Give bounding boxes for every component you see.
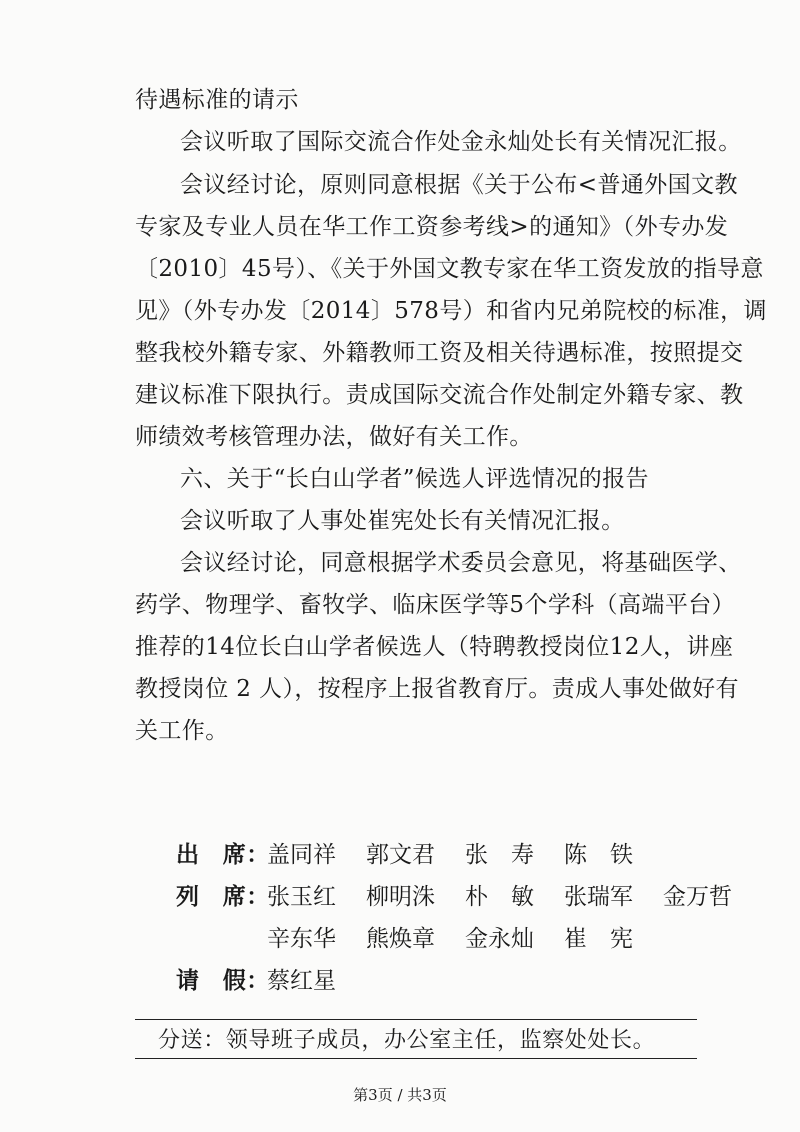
attendee-name: 蔡红星	[267, 968, 336, 994]
attendee-name: 盖同祥	[267, 842, 336, 868]
leave-names	[267, 966, 366, 996]
attending-names-row1	[267, 882, 762, 912]
body-line: 会议经讨论，原则同意根据《关于公布<普通外国文教	[180, 172, 738, 198]
section-heading: 六、关于“长白山学者”候选人评选情况的报告	[180, 466, 649, 492]
distribution-line: 分送：领导班子成员，办公室主任，监察处处长。	[158, 1028, 656, 1053]
body-line: 会议经讨论，同意根据学术委员会意见，将基础医学、	[180, 550, 742, 576]
attendee-name: 郭文君	[366, 842, 435, 868]
body-line: 专家及专业人员在华工作工资参考线>的通知》（外专办发	[135, 214, 729, 240]
attendee-name: 熊焕章	[366, 926, 435, 952]
attendee-name: 柳明洙	[366, 884, 435, 910]
body-line: 会议听取了人事处崔宪处长有关情况汇报。	[180, 508, 625, 534]
body-line: 整我校外籍专家、外籍教师工资及相关待遇标准，按照提交	[135, 340, 744, 366]
body-line: 药学、物理学、畜牧学、临床医学等5个学科（高端平台）	[135, 592, 736, 618]
attendee-name: 金永灿	[465, 926, 534, 952]
body-line: 〔2010〕45号）、《关于外国文教专家在华工资发放的指导意	[135, 256, 764, 282]
attendee-name: 陈 铁	[564, 842, 633, 868]
attending-label: 列 席：	[176, 883, 270, 910]
body-line: 待遇标准的请示	[135, 87, 299, 113]
body-line: 师绩效考核管理办法，做好有关工作。	[135, 424, 533, 450]
attendee-name: 崔 宪	[564, 926, 633, 952]
body-line: 关工作。	[135, 718, 229, 744]
body-line: 教授岗位 2 人），按程序上报省教育厅。责成人事处做好有	[135, 676, 739, 702]
attendee-name: 朴 敏	[465, 884, 534, 910]
attendee-name: 张玉红	[267, 884, 336, 910]
body-line: 会议听取了国际交流合作处金永灿处长有关情况汇报。	[180, 129, 742, 155]
leave-label: 请 假：	[176, 967, 270, 994]
attendee-name: 金万哲	[663, 884, 732, 910]
body-line: 建议标准下限执行。责成国际交流合作处制定外籍专家、教	[135, 382, 744, 408]
body-line: 见》（外专办发〔2014〕578号）和省内兄弟院校的标准，调	[135, 298, 767, 324]
body-line: 推荐的14位长白山学者候选人（特聘教授岗位12人，讲座	[135, 634, 734, 660]
attendee-name: 辛东华	[267, 926, 336, 952]
page-footer: 第3页 / 共3页	[353, 1086, 447, 1104]
attendee-name: 张 寿	[465, 842, 534, 868]
top-rule	[135, 1019, 697, 1020]
attendee-name: 张瑞军	[564, 884, 633, 910]
present-label: 出 席：	[176, 841, 270, 868]
present-names	[267, 840, 663, 870]
attending-names-row2	[267, 924, 663, 954]
bottom-rule	[135, 1058, 697, 1059]
